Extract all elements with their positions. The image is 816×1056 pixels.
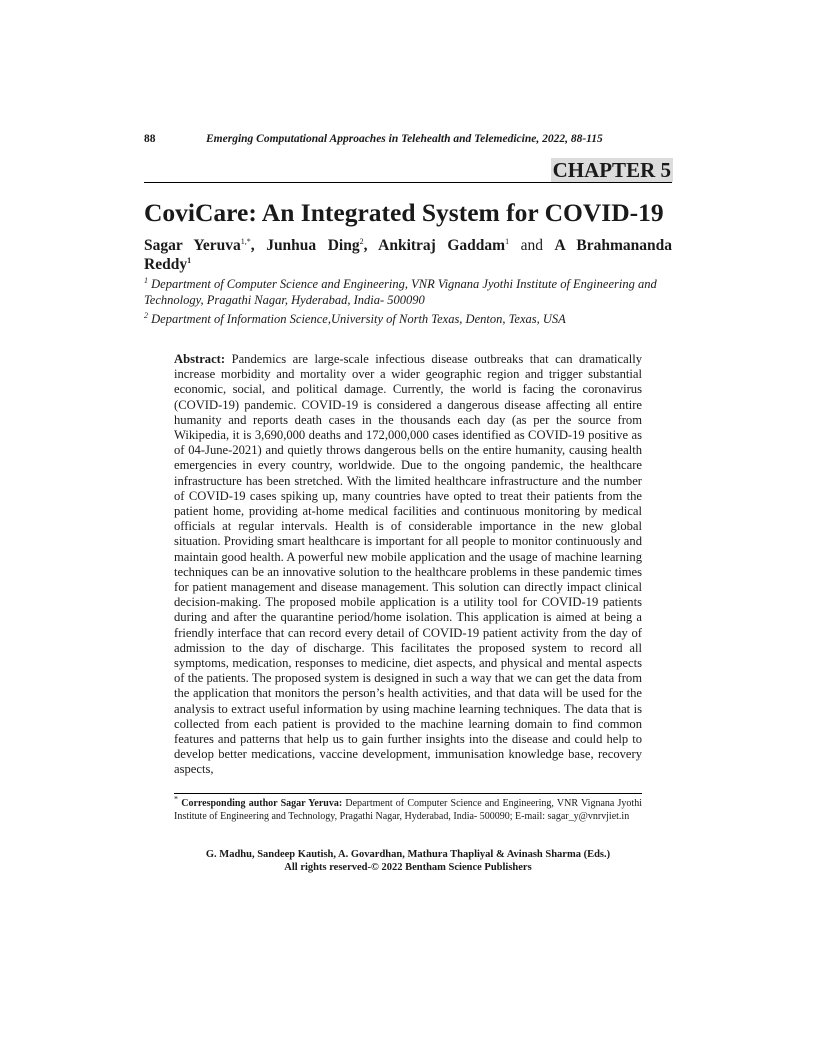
affiliation xyxy=(144,312,672,328)
editors-block xyxy=(144,848,672,874)
journal-year-pages: , 2022, 88-115 xyxy=(536,133,603,145)
author-separator: , xyxy=(363,237,379,254)
author-sup: 1 xyxy=(187,255,192,265)
chapter-title: CoviCare: An Integrated System for COVID-19 xyxy=(144,198,664,227)
author-and: and xyxy=(520,237,543,254)
author-list-continued xyxy=(144,255,191,274)
copyright-line: All rights reserved-© 2022 Bentham Science Publishers xyxy=(284,862,532,873)
affiliation-sup: 2 xyxy=(144,310,148,320)
author-separator: , xyxy=(250,237,267,254)
footnote xyxy=(174,794,642,823)
abstract xyxy=(174,352,642,778)
author-list xyxy=(144,236,672,255)
author-sup: 1 xyxy=(505,236,510,246)
footnote-text: Department of Computer Science and Engineering, VNR Vignana Jyothi Institute of Engineering and Technology, Pragathi Nagar, Hyderabad, India- 500090; E-mail: sagar_y@vnrvjiet.in xyxy=(174,798,642,822)
author-name: A Brahmananda xyxy=(554,237,673,254)
affiliation xyxy=(144,277,672,308)
footnote-mark: * xyxy=(174,794,178,804)
page-number: 88 xyxy=(144,133,156,145)
abstract-text: Pandemics are large-scale infectious disease outbreaks that can dramatically increase morbidity and mortality over a wider geographic region and trigger substantial economic, social, and political damage. Currently, the world is facing the coronavirus (COVID-19) pandemic. COVID-19 is considered a dangerous disease affecting all entire humanity and reports death cases in the thousands each day (as per the source from Wikipedia, it is 3,690,000 deaths and 172,000,000 cases identified as COVID-19 positive as of 04-June-2021) and quietly throws dangerous bells on the entire humanity, causing health emergencies in every country, worldwide. Due to the ongoing pandemic, the healthcare infrastructure has been stretched. With the limited healthcare infrastructure and the number of COVID-19 cases spiking up, many countries have opted to treat their patients from the patient home, providing at-home medical facilities and continuous monitoring by medical officials at regular intervals. Health is of considerable importance in the new global situation. Providing smart healthcare is important for all people to monitor continuously and maintain good health. A powerful new mobile application and the usage of machine learning techniques can be an innovative solution to the healthcare problems in these pandemic times for patient management and disease management. This solution can directly impact clinical decision-making. The proposed mobile application is a utility tool for COVID-19 patients during and after the quarantine period/home isolation. This application is aimed at being a friendly interface that can record every detail of COVID-19 patient activity from the day of admission to the day of discharge. This facilitates the proposed system to record all symptoms, medication, responses to medicine, diet aspects, and physical and mental aspects of the patients. The proposed system is designed in such a way that we can get the data from the application that monitors the person’s health activities, and that data will be used for the analysis to extract useful information by using machine learning techniques. The data that is collected from each patient is provided to the machine learning domain to find common features and patterns that help us to gain further insights into the disease and could help to develop better medications, vaccine development, immunisation knowledge base, recovery aspects, xyxy=(174,352,643,777)
chapter-label: CHAPTER 5 xyxy=(552,158,671,182)
author-name-continued: Reddy xyxy=(144,256,188,273)
header-rule xyxy=(144,182,672,183)
abstract-label: Abstract: xyxy=(174,352,226,366)
footnote-label: Corresponding author Sagar Yeruva: xyxy=(181,798,343,809)
author-sup: 1,* xyxy=(240,236,251,246)
author-name: Sagar Yeruva xyxy=(144,237,241,254)
author-name: Junhua Ding xyxy=(266,237,360,254)
affiliation-text: Department of Computer Science and Engineering, VNR Vignana Jyothi Institute of Engineering and Technology, Pragathi Nagar, Hyderabad, India- 500090 xyxy=(144,277,657,307)
author-sup: 2 xyxy=(359,236,364,246)
journal-title: Emerging Computational Approaches in Telehealth and Telemedicine xyxy=(206,133,537,145)
author-name: Ankitraj Gaddam xyxy=(378,237,506,254)
footnote-rule xyxy=(174,793,642,794)
journal-citation xyxy=(206,133,603,145)
affiliation-text: Department of Information Science,University of North Texas, Denton, Texas, USA xyxy=(151,312,566,326)
affiliation-sup: 1 xyxy=(144,275,148,285)
editors-line: G. Madhu, Sandeep Kautish, A. Govardhan, Mathura Thapliyal & Avinash Sharma (Eds.) xyxy=(205,849,611,860)
